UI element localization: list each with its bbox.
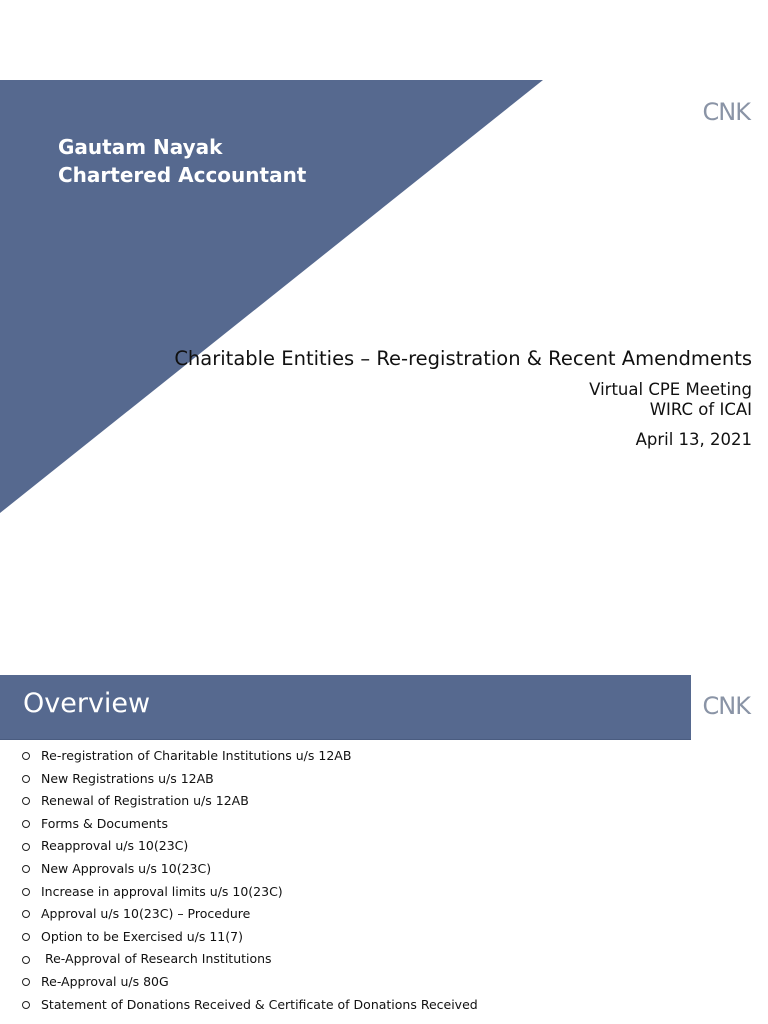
bullet-icon — [22, 775, 30, 783]
bullet-icon — [22, 843, 30, 851]
presentation-title: Charitable Entities – Re-registration & Recent Amendments — [174, 347, 752, 370]
list-item: New Registrations u/s 12AB — [22, 768, 478, 791]
cnk-logo: CNK — [702, 98, 750, 126]
list-item: Forms & Documents — [22, 813, 478, 836]
event-date: April 13, 2021 — [635, 430, 752, 449]
list-item: Reapproval u/s 10(23C) — [22, 835, 478, 858]
bullet-icon — [22, 933, 30, 941]
overview-heading: Overview — [23, 688, 151, 719]
event-name: Virtual CPE Meeting — [589, 380, 752, 399]
list-item: Renewal of Registration u/s 12AB — [22, 790, 478, 813]
bullet-icon — [22, 910, 30, 918]
list-item: Option to be Exercised u/s 11(7) — [22, 926, 478, 949]
bullet-icon — [22, 865, 30, 873]
overview-slide — [0, 640, 768, 1024]
bullet-icon — [22, 978, 30, 986]
bullet-icon — [22, 820, 30, 828]
overview-banner — [0, 675, 691, 740]
list-item: Re-registration of Charitable Institutions u/s 12AB — [22, 745, 478, 768]
list-item: Approval u/s 10(23C) – Procedure — [22, 903, 478, 926]
list-item: Re-Approval u/s 80G — [22, 971, 478, 994]
event-details — [589, 380, 752, 420]
presenter-role: Chartered Accountant — [58, 163, 307, 187]
event-organizer: WIRC of ICAI — [649, 400, 752, 419]
bullet-icon — [22, 1001, 30, 1009]
list-item: Re-Approval of Research Institutions — [22, 948, 478, 971]
bullet-icon — [22, 752, 30, 760]
cnk-logo: CNK — [702, 692, 750, 720]
bullet-icon — [22, 888, 30, 896]
bullet-icon — [22, 956, 30, 964]
list-item: Statement of Donations Received & Certificate of Donations Received — [22, 994, 478, 1017]
overview-list — [22, 745, 478, 1016]
bullet-icon — [22, 797, 30, 805]
presenter-block — [58, 133, 306, 189]
list-item: Increase in approval limits u/s 10(23C) — [22, 881, 478, 904]
presenter-name: Gautam Nayak — [58, 135, 223, 159]
list-item: New Approvals u/s 10(23C) — [22, 858, 478, 881]
